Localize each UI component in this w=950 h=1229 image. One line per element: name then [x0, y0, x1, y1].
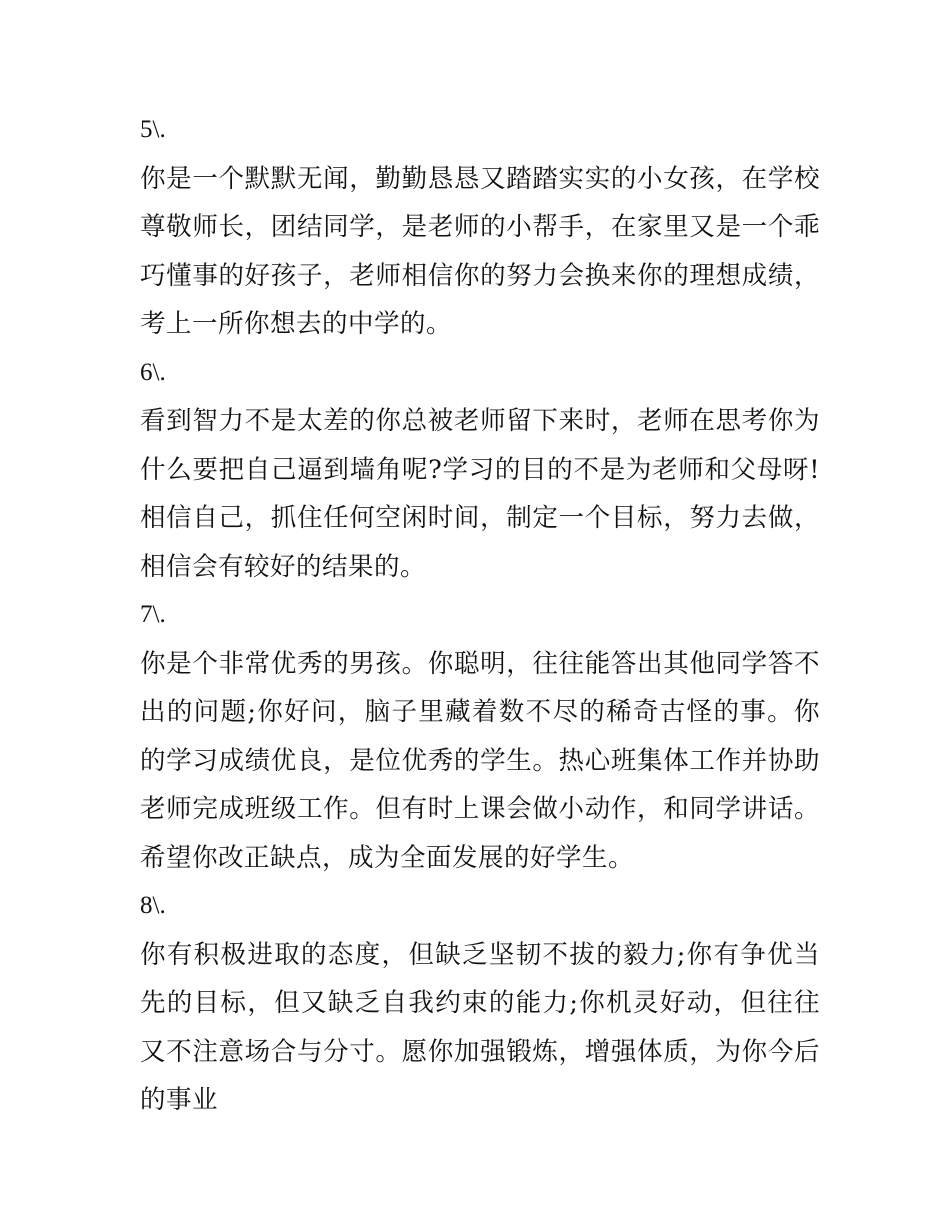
section-text-5: 你是一个默默无闻，勤勤恳恳又踏踏实实的小女孩，在学校尊敬师长，团结同学，是老师的小帮手，在家里又是一个乖巧懂事的好孩子，老师相信你的努力会换来你的理想成绩，考上一所你想去的中学的。 [140, 163, 820, 339]
section-text-6: 看到智力不是太差的你总被老师留下来时，老师在思考你为什么要把自己逼到墙角呢?学习的目的不是为老师和父母呀!相信自己，抓住任何空闲时间，制定一个目标，努力去做，相信会有较好的结果的。 [140, 406, 820, 582]
document-body [140, 106, 820, 1125]
section-text-7: 你是个非常优秀的男孩。你聪明，往往能答出其他同学答不出的问题;你好问，脑子里藏着数不尽的稀奇古怪的事。你的学习成绩优良，是位优秀的学生。热心班集体工作并协助老师完成班级工作。但有时上课会做小动作，和同学讲话。希望你改正缺点，成为全面发展的好学生。 [140, 648, 820, 873]
section-number-5: 5\. [140, 116, 166, 143]
section-text-8: 你有积极进取的态度，但缺乏坚韧不拔的毅力;你有争优当先的目标，但又缺乏自我约束的能力;你机灵好动，但往往又不注意场合与分寸。愿你加强锻炼，增强体质，为你今后的事业 [140, 939, 820, 1115]
section-number-6: 6\. [140, 358, 166, 386]
section-number-8: 8\. [140, 892, 166, 919]
section-number-7: 7\. [140, 601, 166, 628]
